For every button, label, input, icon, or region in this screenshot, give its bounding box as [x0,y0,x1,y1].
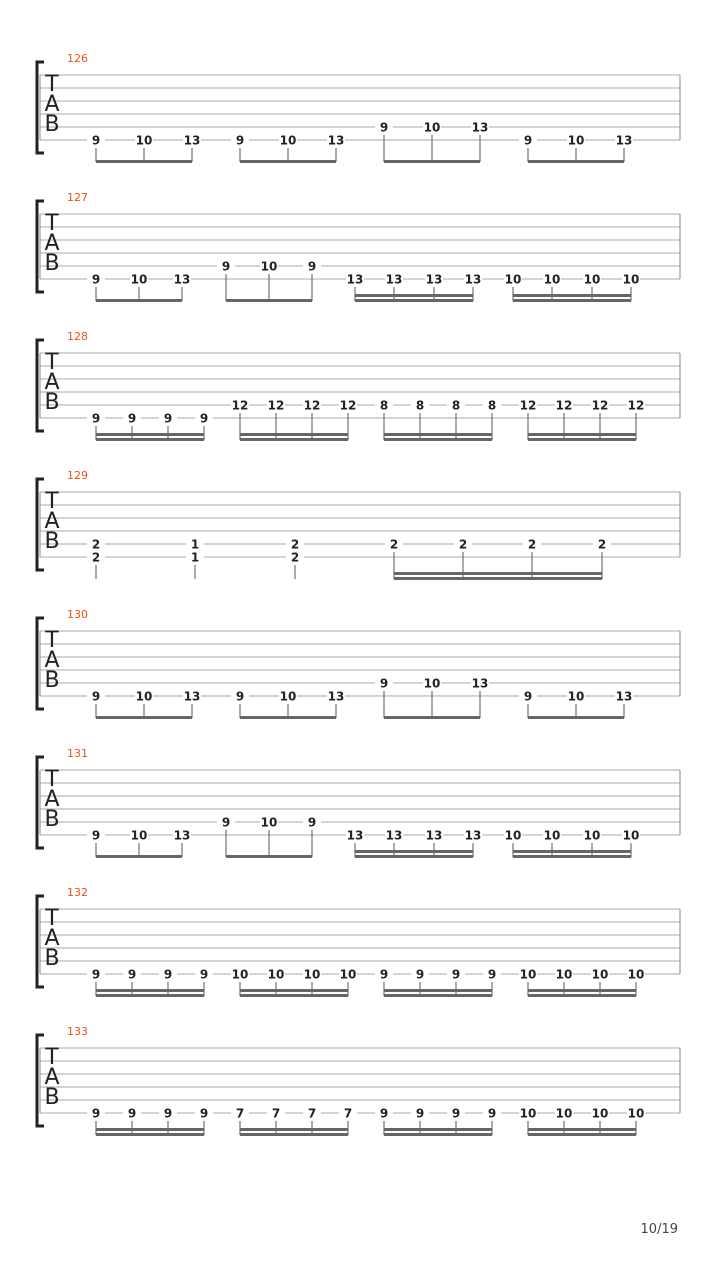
fret-number: 9 [487,1106,497,1121]
note-beam [528,160,624,163]
tab-clef-letter: A [44,1065,60,1090]
fret-number: 10 [267,967,285,982]
fret-number: 13 [425,828,443,843]
fret-number: 10 [130,828,148,843]
fret-number: 9 [523,689,533,704]
fret-number: 13 [471,120,489,135]
fret-number: 9 [91,133,101,148]
fret-number: 2 [389,537,399,552]
note-beam [384,1128,492,1131]
fret-number: 9 [451,1106,461,1121]
fret-number: 13 [173,828,191,843]
fret-number: 9 [127,967,137,982]
note-beam [384,994,492,997]
fret-number: 9 [221,815,231,830]
tab-system [37,886,680,997]
note-beam [96,855,182,858]
note-beam [528,716,624,719]
tab-clef-letter: T [45,767,59,792]
fret-number: 10 [555,967,573,982]
note-beam [240,716,336,719]
measure-number: 128 [67,330,88,343]
note-beam [240,994,348,997]
fret-number: 13 [471,676,489,691]
fret-number: 9 [451,967,461,982]
fret-number: 9 [379,967,389,982]
fret-number: 10 [504,272,522,287]
fret-number: 7 [307,1106,317,1121]
tab-system [37,747,680,858]
note-beam [384,716,480,719]
note-beam [226,299,312,302]
fret-number: 13 [425,272,443,287]
note-beam [96,1128,204,1131]
fret-number: 10 [279,689,297,704]
fret-number: 10 [135,133,153,148]
note-beam [96,716,192,719]
fret-number: 2 [91,537,101,552]
fret-number: 10 [591,1106,609,1121]
tab-clef-letter: T [45,211,59,236]
measure-number: 129 [67,469,88,482]
fret-number: 12 [231,398,249,413]
fret-number: 8 [487,398,497,413]
fret-number: 9 [415,1106,425,1121]
measure-number: 132 [67,886,88,899]
fret-number: 8 [415,398,425,413]
tab-clef-letter: A [44,787,60,812]
fret-number: 10 [567,689,585,704]
fret-number: 13 [327,133,345,148]
fret-number: 9 [235,133,245,148]
fret-number: 9 [487,967,497,982]
fret-number: 13 [615,689,633,704]
note-beam [513,294,631,297]
fret-number: 7 [343,1106,353,1121]
note-beam [394,577,602,580]
fret-number: 10 [622,828,640,843]
fret-number: 10 [423,120,441,135]
tab-clef-letter: A [44,926,60,951]
fret-number: 9 [199,411,209,426]
measure-number: 126 [67,52,88,65]
note-beam [384,433,492,436]
tab-system [37,469,680,580]
tab-clef-letter: B [44,112,60,137]
note-beam [528,433,636,436]
note-beam [528,989,636,992]
fret-number: 7 [235,1106,245,1121]
note-beam [513,855,631,858]
fret-number: 9 [163,967,173,982]
tab-clef-letter: B [44,251,60,276]
fret-number: 9 [523,133,533,148]
note-beam [96,994,204,997]
tab-system [37,191,680,302]
fret-number: 12 [519,398,537,413]
fret-number: 13 [327,689,345,704]
tab-clef-letter: A [44,648,60,673]
fret-number: 10 [260,259,278,274]
fret-number: 9 [127,1106,137,1121]
fret-number: 9 [91,411,101,426]
fret-number: 12 [267,398,285,413]
tab-clef-letter: B [44,807,60,832]
note-beam [240,989,348,992]
note-beam [240,433,348,436]
note-beam [528,1128,636,1131]
tab-clef-letter: B [44,390,60,415]
tab-clef-letter: A [44,509,60,534]
fret-number: 13 [346,272,364,287]
fret-number: 9 [307,259,317,274]
tab-clef-letter: B [44,946,60,971]
fret-number: 9 [163,1106,173,1121]
measure-number: 131 [67,747,88,760]
fret-number: 10 [279,133,297,148]
fret-number: 2 [290,550,300,565]
fret-number: 9 [415,967,425,982]
fret-number: 12 [591,398,609,413]
fret-number: 10 [504,828,522,843]
note-beam [528,1133,636,1136]
fret-number: 10 [130,272,148,287]
tab-system [37,52,680,163]
tab-clef-letter: B [44,529,60,554]
fret-number: 7 [271,1106,281,1121]
fret-number: 10 [583,272,601,287]
note-beam [528,994,636,997]
note-beam [355,855,473,858]
fret-number: 10 [423,676,441,691]
fret-number: 9 [91,967,101,982]
fret-number: 13 [183,133,201,148]
fret-number: 10 [543,272,561,287]
tab-clef-letter: A [44,92,60,117]
note-beam [394,572,602,575]
fret-number: 10 [519,1106,537,1121]
fret-number: 10 [135,689,153,704]
fret-number: 2 [527,537,537,552]
note-beam [96,989,204,992]
fret-number: 2 [290,537,300,552]
fret-number: 10 [567,133,585,148]
fret-number: 10 [627,967,645,982]
fret-number: 10 [627,1106,645,1121]
tab-system [37,1025,680,1136]
fret-number: 9 [199,967,209,982]
note-beam [96,1133,204,1136]
fret-number: 13 [464,828,482,843]
note-beam [240,1133,348,1136]
fret-number: 10 [339,967,357,982]
note-beam [96,160,192,163]
note-beam [384,1133,492,1136]
measure-number: 127 [67,191,88,204]
note-beam [96,299,182,302]
fret-number: 12 [555,398,573,413]
fret-number: 8 [379,398,389,413]
fret-number: 13 [464,272,482,287]
fret-number: 10 [591,967,609,982]
fret-number: 2 [91,550,101,565]
fret-number: 10 [555,1106,573,1121]
tab-clef-letter: B [44,1085,60,1110]
fret-number: 9 [235,689,245,704]
fret-number: 10 [260,815,278,830]
tab-system [37,330,680,441]
note-beam [384,438,492,441]
fret-number: 9 [91,689,101,704]
fret-number: 9 [379,676,389,691]
fret-number: 9 [307,815,317,830]
tab-clef-letter: T [45,1045,59,1070]
fret-number: 9 [91,828,101,843]
note-beam [240,160,336,163]
note-beam [355,294,473,297]
fret-number: 2 [597,537,607,552]
tab-clef-letter: B [44,668,60,693]
fret-number: 9 [127,411,137,426]
tab-clef-letter: T [45,72,59,97]
tab-clef-letter: T [45,628,59,653]
fret-number: 13 [346,828,364,843]
tab-clef-letter: A [44,370,60,395]
note-beam [384,160,480,163]
fret-number: 10 [303,967,321,982]
tab-system [37,608,680,719]
fret-number: 1 [190,537,200,552]
fret-number: 9 [163,411,173,426]
page-number: 10/19 [640,1222,678,1237]
note-beam [240,438,348,441]
fret-number: 13 [385,272,403,287]
fret-number: 10 [543,828,561,843]
fret-number: 9 [199,1106,209,1121]
note-beam [96,438,204,441]
note-beam [528,438,636,441]
fret-number: 13 [385,828,403,843]
fret-number: 9 [221,259,231,274]
fret-number: 10 [583,828,601,843]
fret-number: 10 [231,967,249,982]
fret-number: 12 [303,398,321,413]
tab-clef-letter: T [45,906,59,931]
note-beam [513,299,631,302]
measure-number: 133 [67,1025,88,1038]
fret-number: 2 [458,537,468,552]
fret-number: 10 [519,967,537,982]
fret-number: 10 [622,272,640,287]
fret-number: 13 [183,689,201,704]
fret-number: 8 [451,398,461,413]
note-beam [513,850,631,853]
fret-number: 1 [190,550,200,565]
tab-clef-letter: T [45,489,59,514]
note-beam [240,1128,348,1131]
fret-number: 9 [91,272,101,287]
note-beam [226,855,312,858]
fret-number: 13 [173,272,191,287]
fret-number: 9 [379,1106,389,1121]
note-beam [355,299,473,302]
tab-clef-letter: A [44,231,60,256]
fret-number: 9 [379,120,389,135]
note-beam [384,989,492,992]
tab-clef-letter: T [45,350,59,375]
fret-number: 13 [615,133,633,148]
fret-number: 12 [627,398,645,413]
fret-number: 12 [339,398,357,413]
note-beam [96,433,204,436]
measure-number: 130 [67,608,88,621]
note-beam [355,850,473,853]
fret-number: 9 [91,1106,101,1121]
